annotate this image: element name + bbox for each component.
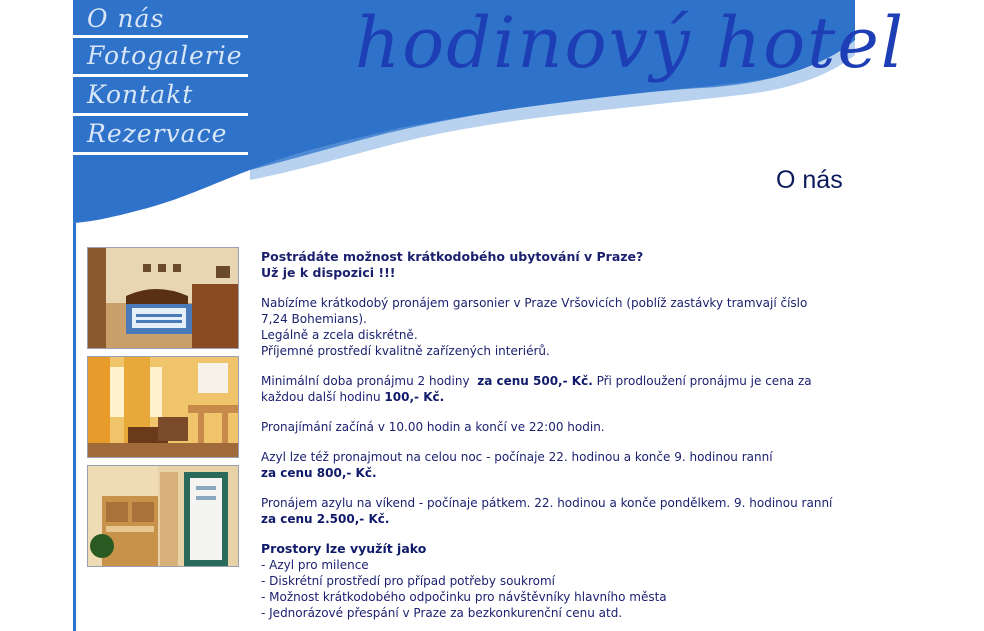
extension-price: 100,- Kč. — [384, 390, 445, 404]
extension-text: Při prodloužení pronájmu je cena za každou další hodinu — [261, 374, 812, 404]
list-item: - Možnost krátkodobého odpočinku pro návštěvníky hlavního města — [261, 590, 667, 604]
pricing-paragraph — [261, 373, 836, 405]
kitchen-photo[interactable] — [87, 465, 239, 567]
weekend-price: za cenu 2.500,- Kč. — [261, 512, 390, 526]
weekend-paragraph — [261, 495, 836, 527]
nav-item-kontakt[interactable]: Kontakt — [73, 77, 248, 116]
weekend-text: Pronájem azylu na víkend - počínaje pátkem. 22. hodinou a konče pondělkem. 9. hodinou ranní — [261, 496, 833, 510]
main-nav — [73, 0, 248, 155]
hours-paragraph: Pronajímání začíná v 10.00 hodin a končí ve 22:00 hodin. — [261, 420, 605, 434]
night-price: za cenu 800,- Kč. — [261, 466, 377, 480]
intro-line-1: Nabízíme krátkodobý pronájem garsonier v Praze Vršovicích (poblíž zastávky tramvají číslo 7,24 Bohemians). — [261, 296, 808, 326]
photo-column — [87, 247, 239, 574]
list-item: - Azyl pro milence — [261, 558, 369, 572]
nav-item-o-nas[interactable]: O nás — [73, 0, 248, 38]
site-logo: hodinový hotel — [355, 2, 906, 84]
list-item: - Diskrétní prostředí pro případ potřeby soukromí — [261, 574, 555, 588]
intro-headline — [261, 249, 836, 281]
nav-item-rezervace[interactable]: Rezervace — [73, 116, 248, 155]
intro-line-3: Příjemné prostředí kvalitně zařízených interiérů. — [261, 344, 550, 358]
nav-item-fotogalerie[interactable]: Fotogalerie — [73, 38, 248, 77]
min-rental-text: Minimální doba pronájmu 2 hodiny — [261, 374, 470, 388]
content-divider — [73, 223, 76, 631]
uses-list — [261, 541, 836, 621]
list-item: - Jednorázové přespání v Praze za bezkonkurenční cenu atd. — [261, 606, 623, 620]
headline-line-2: Už je k dispozici !!! — [261, 265, 396, 280]
min-rental-price: za cenu 500,- Kč. — [477, 374, 593, 388]
living-room-photo[interactable] — [87, 356, 239, 458]
headline-line-1: Postrádáte možnost krátkodobého ubytování v Praze? — [261, 249, 644, 264]
uses-title: Prostory lze využít jako — [261, 541, 427, 556]
night-paragraph — [261, 449, 836, 481]
night-text: Azyl lze též pronajmout na celou noc - počínaje 22. hodinou a konče 9. hodinou ranní — [261, 450, 773, 464]
main-content — [261, 249, 836, 621]
page-title: O nás — [776, 166, 843, 194]
bedroom-photo[interactable] — [87, 247, 239, 349]
intro-paragraph — [261, 295, 836, 359]
intro-line-2: Legálně a zcela diskrétně. — [261, 328, 418, 342]
